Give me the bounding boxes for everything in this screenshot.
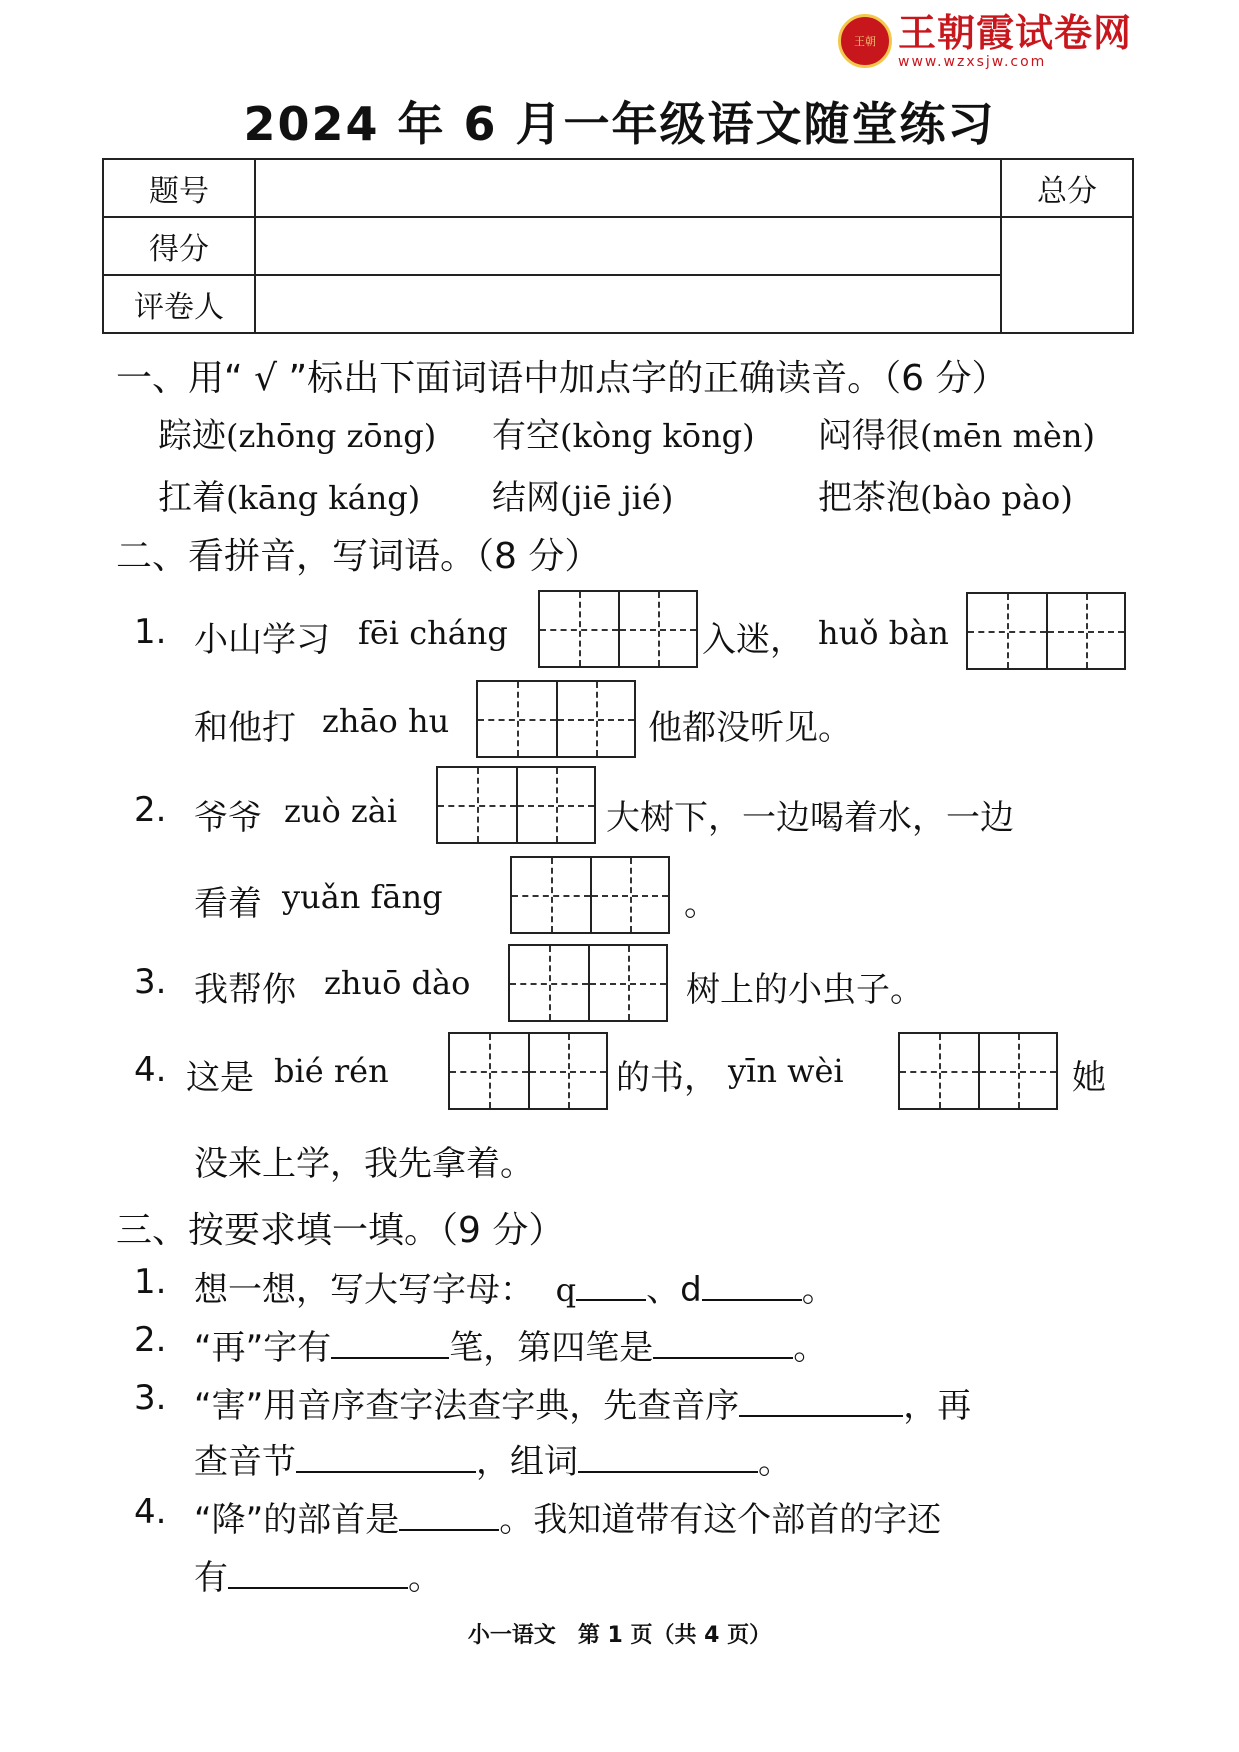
logo-url: www.wzxsjw.com xyxy=(898,54,1047,70)
q1-item: 把茶泡(bào pào) xyxy=(818,478,1073,518)
tianzige-box[interactable] xyxy=(436,766,596,844)
q2-4-text: 她 xyxy=(1072,1058,1106,1098)
q1-item: 扛着(kāng káng) xyxy=(158,478,421,518)
q2-2-text: 爷爷 xyxy=(194,798,262,838)
q3-4-num: 4. xyxy=(134,1492,167,1532)
q2-2-text: 。 xyxy=(684,884,718,924)
q2-4-text: 这是 xyxy=(186,1058,254,1098)
q2-3-text: 我帮你 xyxy=(194,970,296,1010)
answer-blank[interactable] xyxy=(576,1269,646,1301)
tianzige-box[interactable] xyxy=(508,944,668,1022)
q2-2-num: 2. xyxy=(134,790,167,830)
q3-1-num: 1. xyxy=(134,1262,167,1302)
q3-4-line2: 有 。 xyxy=(194,1558,442,1598)
tianzige-box[interactable] xyxy=(448,1032,608,1110)
page-footer: 小一语文 第 1 页（共 4 页） xyxy=(467,1623,772,1648)
q3-2-line: “再”字有 笔，第四笔是 。 xyxy=(194,1328,828,1368)
score-total-label: 总分 xyxy=(1001,159,1133,217)
score-cell xyxy=(255,159,1001,217)
q2-1-text: 他都没听见。 xyxy=(648,708,852,748)
q2-2-text: 看着 xyxy=(194,884,262,924)
q2-1-num: 1. xyxy=(134,612,167,652)
q1-item: 踪迹(zhōng zōng) xyxy=(158,416,437,456)
q2-1-text: 和他打 xyxy=(194,708,296,748)
q2-2-text: 大树下，一边喝着水，一边 xyxy=(606,798,1014,838)
q2-3-num: 3. xyxy=(134,962,167,1002)
q2-4-pinyin: bié rén xyxy=(274,1052,389,1090)
tianzige-box[interactable] xyxy=(898,1032,1058,1110)
q2-1-pinyin: huǒ bàn xyxy=(818,614,949,652)
q2-1-pinyin: zhāo hu xyxy=(322,702,450,740)
answer-blank[interactable] xyxy=(653,1327,793,1359)
q2-1-pinyin: fēi cháng xyxy=(358,614,508,652)
answer-blank[interactable] xyxy=(739,1385,903,1417)
logo-name: 王朝霞试卷网 xyxy=(898,11,1133,55)
q3-1-line: 想一想，写大写字母： q 、d 。 xyxy=(194,1270,836,1310)
q2-3-pinyin: zhuō dào xyxy=(324,964,471,1002)
tianzige-box[interactable] xyxy=(966,592,1126,670)
answer-blank[interactable] xyxy=(296,1441,476,1473)
q1-item: 结网(jiē jié) xyxy=(492,478,674,518)
tianzige-box[interactable] xyxy=(476,680,636,758)
score-row-number: 题号 xyxy=(103,159,255,217)
answer-blank[interactable] xyxy=(578,1441,758,1473)
score-row-grader: 评卷人 xyxy=(103,275,255,333)
answer-blank[interactable] xyxy=(399,1499,499,1531)
q3-3-num: 3. xyxy=(134,1378,167,1418)
q1-item: 闷得很(mēn mèn) xyxy=(818,416,1095,456)
q1-item: 有空(kòng kōng) xyxy=(492,416,755,456)
seal-icon xyxy=(838,14,892,68)
answer-blank[interactable] xyxy=(702,1269,802,1301)
q1-heading: 一、用“ √ ”标出下面词语中加点字的正确读音。（6 分） xyxy=(116,358,1008,399)
seal-text: 王朝 xyxy=(854,35,876,48)
site-logo xyxy=(838,12,1132,70)
q2-4-pinyin: yīn wèi xyxy=(728,1052,844,1090)
tianzige-box[interactable] xyxy=(510,856,670,934)
score-row-score: 得分 xyxy=(103,217,255,275)
score-cell xyxy=(255,275,1001,333)
q2-1-text: 小山学习 xyxy=(194,620,330,660)
q2-1-text: 入迷， xyxy=(702,620,804,660)
q2-2-pinyin: zuò zài xyxy=(284,792,398,830)
q3-heading: 三、按要求填一填。（9 分） xyxy=(116,1210,565,1251)
score-total-cell xyxy=(1001,217,1133,333)
q3-3-line: “害”用音序查字法查字典，先查音序 ，再 xyxy=(194,1386,972,1426)
q2-4-num: 4. xyxy=(134,1050,167,1090)
q2-3-text: 树上的小虫子。 xyxy=(686,970,924,1010)
q2-heading: 二、看拼音，写词语。（8 分） xyxy=(116,536,601,577)
score-table xyxy=(102,158,1134,334)
q2-4-text: 没来上学，我先拿着。 xyxy=(194,1144,534,1184)
tianzige-box[interactable] xyxy=(538,590,698,668)
q3-3-line2: 查音节 ，组词 。 xyxy=(194,1442,792,1482)
page-title: 2024 年 6 月一年级语文随堂练习 xyxy=(243,97,996,151)
score-cell xyxy=(255,217,1001,275)
q3-4-line: “降”的部首是 。我知道带有这个部首的字还 xyxy=(194,1500,942,1540)
q2-4-text: 的书， xyxy=(616,1058,718,1098)
q3-2-num: 2. xyxy=(134,1320,167,1360)
answer-blank[interactable] xyxy=(331,1327,449,1359)
q2-2-pinyin: yuǎn fāng xyxy=(282,878,443,916)
answer-blank[interactable] xyxy=(228,1557,408,1589)
